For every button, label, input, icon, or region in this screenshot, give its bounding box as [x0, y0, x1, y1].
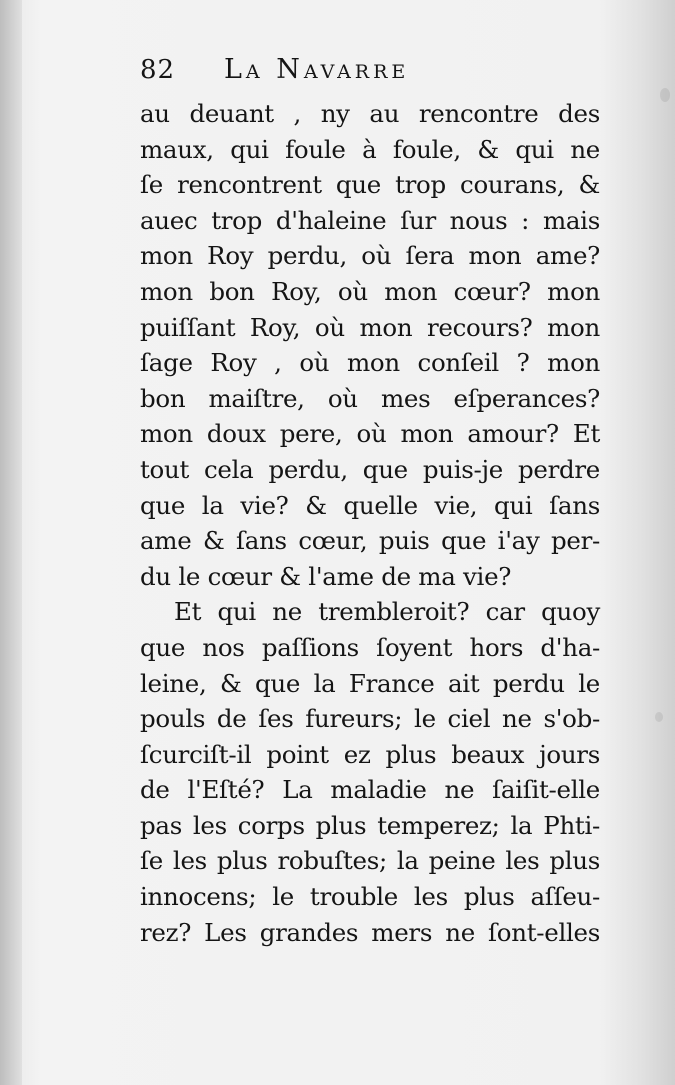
paragraph-2 — [140, 594, 600, 950]
text-line: ſcurciſt-il point ez plus beaux jours — [140, 739, 600, 769]
text-line: ame & ſans cœur, puis que i'ay per- — [140, 526, 600, 556]
text-line: du le cœur & l'ame de ma vie? — [140, 561, 512, 591]
book-gutter — [0, 0, 22, 1085]
text-line: au deuant , ny au rencontre des — [140, 99, 600, 128]
page-number: 82 — [140, 55, 176, 85]
text-line: puiſſant Roy, où mon recours? mon — [140, 312, 600, 342]
text-line: que la vie? & quelle vie, qui ſans — [140, 490, 600, 520]
text-line: mon doux pere, où mon amour? Et — [140, 419, 600, 449]
text-line: bon maiſtre, où mes eſperances? — [140, 383, 600, 413]
text-line: tout cela perdu, que puis-je perdre — [140, 454, 600, 484]
text-line: maux, qui foule à foule, & qui ne — [140, 134, 600, 164]
text-line: rez? Les grandes mers ne ſont-elles — [140, 917, 600, 947]
ink-smudge — [655, 712, 663, 722]
text-line: ſage Roy , où mon conſeil ? mon — [140, 348, 600, 378]
text-line: auec trop d'haleine ſur nous : mais — [140, 205, 600, 235]
page-text-block — [140, 54, 600, 954]
text-line: mon Roy perdu, où ſera mon ame? — [140, 241, 600, 271]
text-line: pouls de ſes fureurs; le ciel ne s'ob- — [140, 704, 600, 734]
text-line: de l'Eſté? La maladie ne ſaiſit-elle — [140, 775, 600, 805]
text-line: que nos paſſions ſoyent hors d'ha- — [140, 632, 600, 662]
text-line: leine, & que la France ait perdu le — [140, 668, 600, 698]
running-title: La Navarre — [224, 54, 410, 85]
text-line: ſe les plus robuſtes; la peine les plus — [140, 846, 600, 876]
text-line: innocens; le trouble les plus aſſeu- — [140, 882, 600, 912]
paragraph-1 — [140, 96, 600, 594]
text-line: Et qui ne trembleroit? car quoy — [174, 597, 600, 627]
text-line: mon bon Roy, où mon cœur? mon — [140, 276, 600, 306]
ink-smudge — [660, 88, 670, 102]
text-line: ſe rencontrent que trop courans, & — [140, 170, 600, 200]
text-line: pas les corps plus temperez; la Phti- — [140, 810, 600, 840]
running-head — [140, 54, 600, 96]
